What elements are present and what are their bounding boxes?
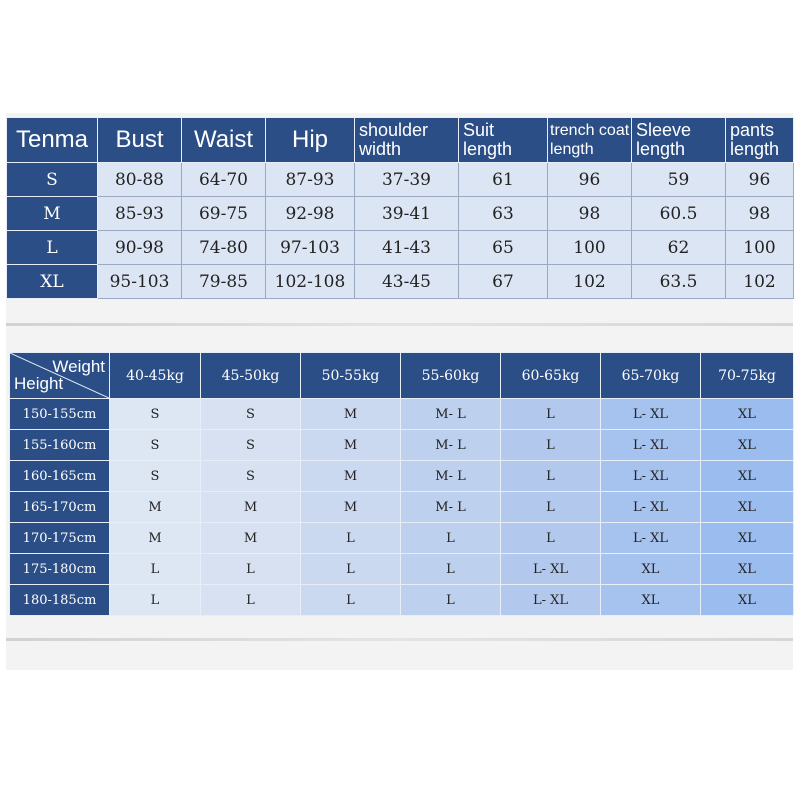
fit-chart-header-row (10, 353, 794, 399)
measurement-cell: 41-43 (355, 231, 459, 265)
size-row (7, 197, 794, 231)
height-row (10, 399, 794, 430)
measurement-cell: 74-80 (182, 231, 266, 265)
recommended-size-cell: S (110, 399, 201, 430)
size-label: L (7, 231, 98, 265)
recommended-size-cell: L (301, 585, 401, 616)
measurement-cell: 96 (726, 163, 794, 197)
recommended-size-cell: L- XL (601, 399, 701, 430)
size-chart-header-row (7, 118, 794, 163)
recommended-size-cell: M- L (401, 430, 501, 461)
recommended-size-cell: L (501, 430, 601, 461)
divider (6, 323, 793, 326)
recommended-size-cell: M (201, 523, 301, 554)
recommended-size-cell: S (201, 461, 301, 492)
measurement-cell: 85-93 (98, 197, 182, 231)
recommended-size-cell: M (301, 461, 401, 492)
size-header-cell: Hip (266, 118, 355, 163)
height-row (10, 523, 794, 554)
measurement-cell: 98 (726, 197, 794, 231)
recommended-size-cell: XL (701, 461, 794, 492)
recommended-size-cell: L- XL (501, 585, 601, 616)
size-header-cell: Suit length (459, 118, 548, 163)
height-row (10, 430, 794, 461)
measurement-cell: 87-93 (266, 163, 355, 197)
height-row (10, 492, 794, 523)
recommended-size-cell: M (301, 430, 401, 461)
measurement-cell: 102-108 (266, 265, 355, 299)
recommended-size-cell: M- L (401, 492, 501, 523)
recommended-size-cell: L (401, 523, 501, 554)
size-label: M (7, 197, 98, 231)
size-header-cell: shoulder width (355, 118, 459, 163)
measurement-cell: 96 (548, 163, 632, 197)
recommended-size-cell: XL (701, 430, 794, 461)
divider (6, 638, 793, 641)
measurement-cell: 100 (726, 231, 794, 265)
height-row (10, 585, 794, 616)
recommended-size-cell: L (501, 492, 601, 523)
height-label: 175-180cm (10, 554, 110, 585)
measurement-cell: 69-75 (182, 197, 266, 231)
height-row (10, 554, 794, 585)
weight-header-cell: 40-45kg (110, 353, 201, 399)
recommended-size-cell: XL (701, 399, 794, 430)
recommended-size-cell: L (301, 554, 401, 585)
recommended-size-cell: XL (701, 585, 794, 616)
recommended-size-cell: L (301, 523, 401, 554)
measurement-cell: 43-45 (355, 265, 459, 299)
recommended-size-cell: L- XL (601, 492, 701, 523)
height-row (10, 461, 794, 492)
measurement-cell: 64-70 (182, 163, 266, 197)
recommended-size-cell: M (110, 492, 201, 523)
size-chart-panel (6, 113, 793, 348)
size-label: XL (7, 265, 98, 299)
fit-chart-panel (6, 348, 793, 670)
measurement-cell: 95-103 (98, 265, 182, 299)
recommended-size-cell: L (110, 585, 201, 616)
size-header-cell: Sleeve length (632, 118, 726, 163)
size-label: S (7, 163, 98, 197)
recommended-size-cell: XL (701, 523, 794, 554)
weight-header-cell: 70-75kg (701, 353, 794, 399)
measurement-cell: 102 (726, 265, 794, 299)
weight-header-cell: 55-60kg (401, 353, 501, 399)
height-label: 180-185cm (10, 585, 110, 616)
recommended-size-cell: M (301, 492, 401, 523)
size-row (7, 265, 794, 299)
recommended-size-cell: L (501, 399, 601, 430)
measurement-cell: 80-88 (98, 163, 182, 197)
measurement-cell: 62 (632, 231, 726, 265)
recommended-size-cell: L- XL (601, 430, 701, 461)
height-label: 165-170cm (10, 492, 110, 523)
measurement-cell: 102 (548, 265, 632, 299)
size-header-cell: Tenma (7, 118, 98, 163)
size-header-cell: Bust (98, 118, 182, 163)
recommended-size-cell: L (401, 554, 501, 585)
size-row (7, 163, 794, 197)
recommended-size-cell: XL (601, 585, 701, 616)
height-label: Height (14, 374, 64, 393)
measurement-cell: 97-103 (266, 231, 355, 265)
recommended-size-cell: L (401, 585, 501, 616)
recommended-size-cell: XL (601, 554, 701, 585)
recommended-size-cell: S (110, 461, 201, 492)
recommended-size-cell: S (201, 399, 301, 430)
measurement-cell: 92-98 (266, 197, 355, 231)
measurement-cell: 65 (459, 231, 548, 265)
measurement-cell: 90-98 (98, 231, 182, 265)
weight-header-cell: 45-50kg (201, 353, 301, 399)
recommended-size-cell: L- XL (601, 461, 701, 492)
measurement-cell: 79-85 (182, 265, 266, 299)
recommended-size-cell: L (110, 554, 201, 585)
recommended-size-cell: L (201, 554, 301, 585)
height-label: 170-175cm (10, 523, 110, 554)
recommended-size-cell: S (110, 430, 201, 461)
recommended-size-cell: M (301, 399, 401, 430)
measurement-cell: 98 (548, 197, 632, 231)
size-header-cell: trench coat length (548, 118, 632, 163)
fit-chart-table (9, 352, 794, 616)
measurement-cell: 60.5 (632, 197, 726, 231)
recommended-size-cell: L- XL (601, 523, 701, 554)
measurement-cell: 63 (459, 197, 548, 231)
recommended-size-cell: L (501, 523, 601, 554)
recommended-size-cell: M- L (401, 461, 501, 492)
measurement-cell: 39-41 (355, 197, 459, 231)
measurement-cell: 67 (459, 265, 548, 299)
size-header-cell: pants length (726, 118, 794, 163)
measurement-cell: 37-39 (355, 163, 459, 197)
recommended-size-cell: L- XL (501, 554, 601, 585)
size-chart-table (6, 117, 794, 299)
weight-header-cell: 60-65kg (501, 353, 601, 399)
height-label: 150-155cm (10, 399, 110, 430)
height-label: 155-160cm (10, 430, 110, 461)
recommended-size-cell: L (501, 461, 601, 492)
recommended-size-cell: M (201, 492, 301, 523)
recommended-size-cell: S (201, 430, 301, 461)
corner-header (10, 353, 110, 399)
recommended-size-cell: M (110, 523, 201, 554)
measurement-cell: 63.5 (632, 265, 726, 299)
size-header-cell: Waist (182, 118, 266, 163)
weight-header-cell: 50-55kg (301, 353, 401, 399)
recommended-size-cell: L (201, 585, 301, 616)
recommended-size-cell: XL (701, 492, 794, 523)
height-label: 160-165cm (10, 461, 110, 492)
recommended-size-cell: M- L (401, 399, 501, 430)
weight-label: Weight (52, 357, 105, 376)
recommended-size-cell: XL (701, 554, 794, 585)
size-row (7, 231, 794, 265)
measurement-cell: 59 (632, 163, 726, 197)
measurement-cell: 100 (548, 231, 632, 265)
weight-header-cell: 65-70kg (601, 353, 701, 399)
measurement-cell: 61 (459, 163, 548, 197)
